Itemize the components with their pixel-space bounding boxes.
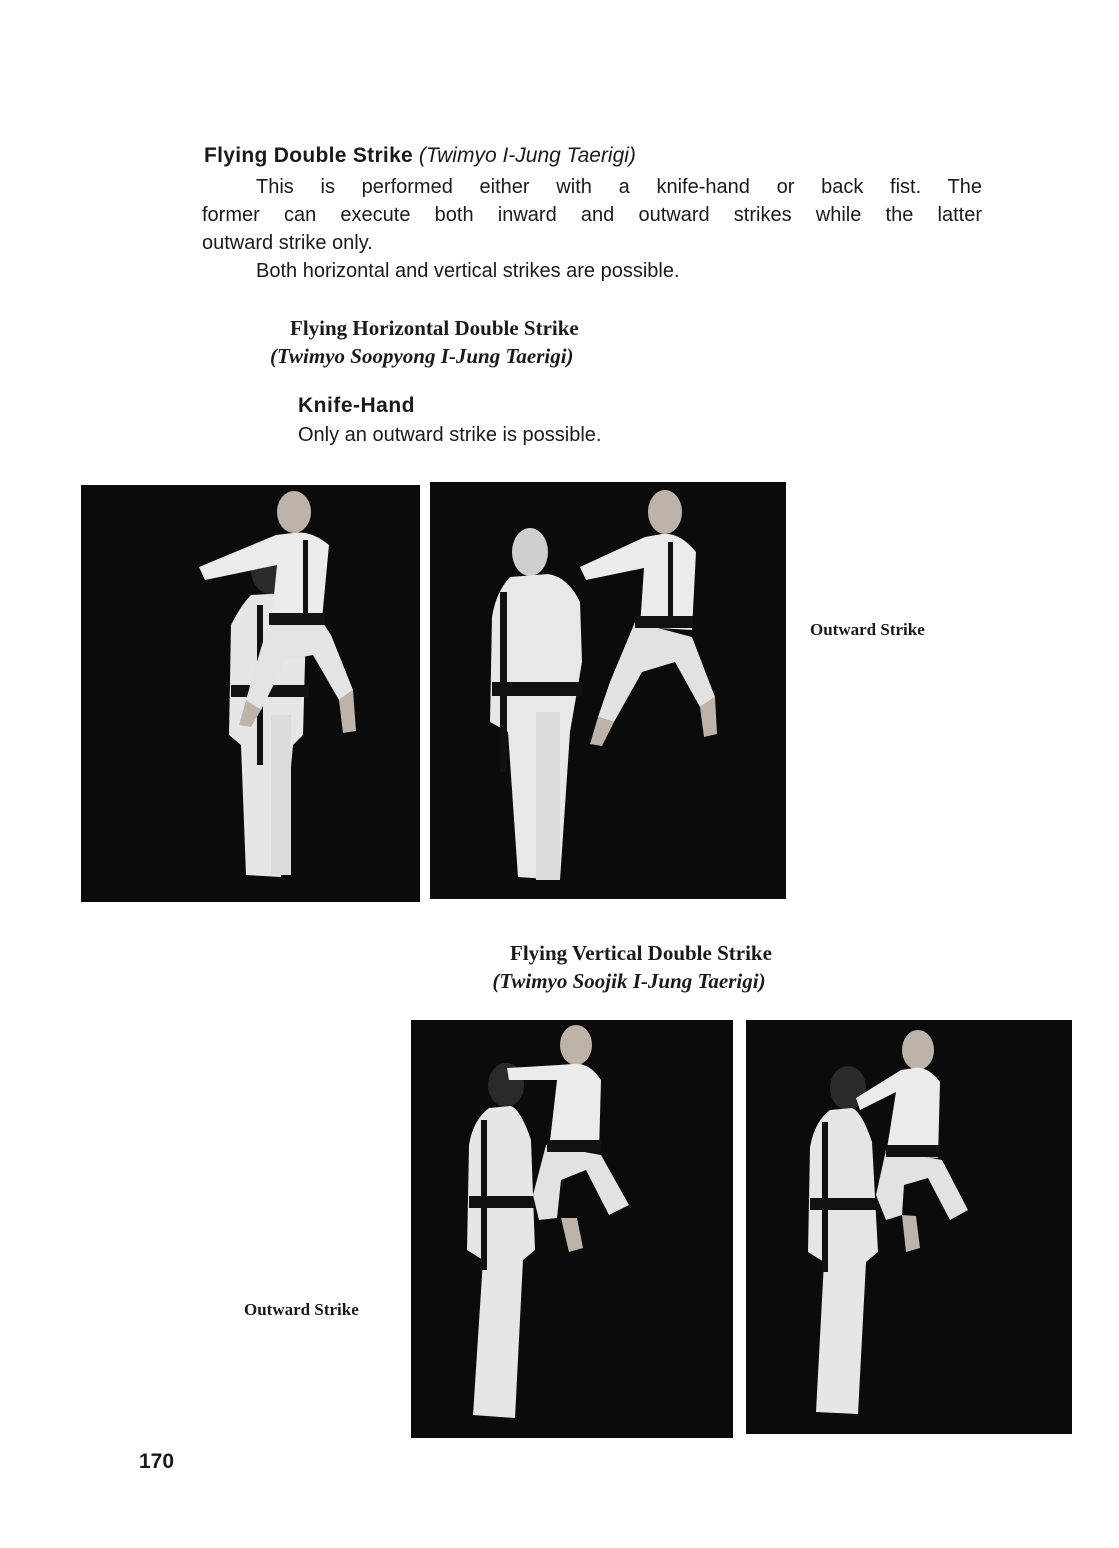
photo-vertical-strike-1 [411,1020,733,1438]
knife-hand-heading: Knife-Hand [298,394,415,417]
intro-line: former can execute both inward and outward strikes while the latter [202,204,982,226]
photo-horizontal-strike-2 [430,482,786,899]
section-title-text: Flying Double Strike [204,144,414,167]
intro-line: Both horizontal and vertical strikes are possible. [256,260,680,282]
intro-paragraph [202,173,982,285]
horizontal-strike-korean: (Twimyo Soopyong I-Jung Taerigi) [270,344,574,368]
vertical-strike-korean: (Twimyo Soojik I-Jung Taerigi) [492,969,766,993]
horizontal-strike-heading [270,314,579,370]
knife-hand-text: Only an outward strike is possible. [298,424,602,446]
photo-vertical-strike-2 [746,1020,1072,1434]
page-number: 170 [139,1450,175,1473]
horizontal-strike-title: Flying Horizontal Double Strike [290,316,579,340]
photo-horizontal-strike-1 [81,485,420,902]
intro-line: This is performed either with a knife-hand or back fist. The [256,176,982,198]
vertical-strike-heading [486,939,772,995]
vertical-strike-title: Flying Vertical Double Strike [510,941,772,965]
caption-outward-strike-vertical: Outward Strike [244,1300,359,1319]
intro-line: outward strike only. [202,232,373,254]
caption-outward-strike-horizontal: Outward Strike [810,620,925,639]
section-title-korean: (Twimyo I-Jung Taerigi) [418,144,636,167]
section-title [204,144,636,168]
